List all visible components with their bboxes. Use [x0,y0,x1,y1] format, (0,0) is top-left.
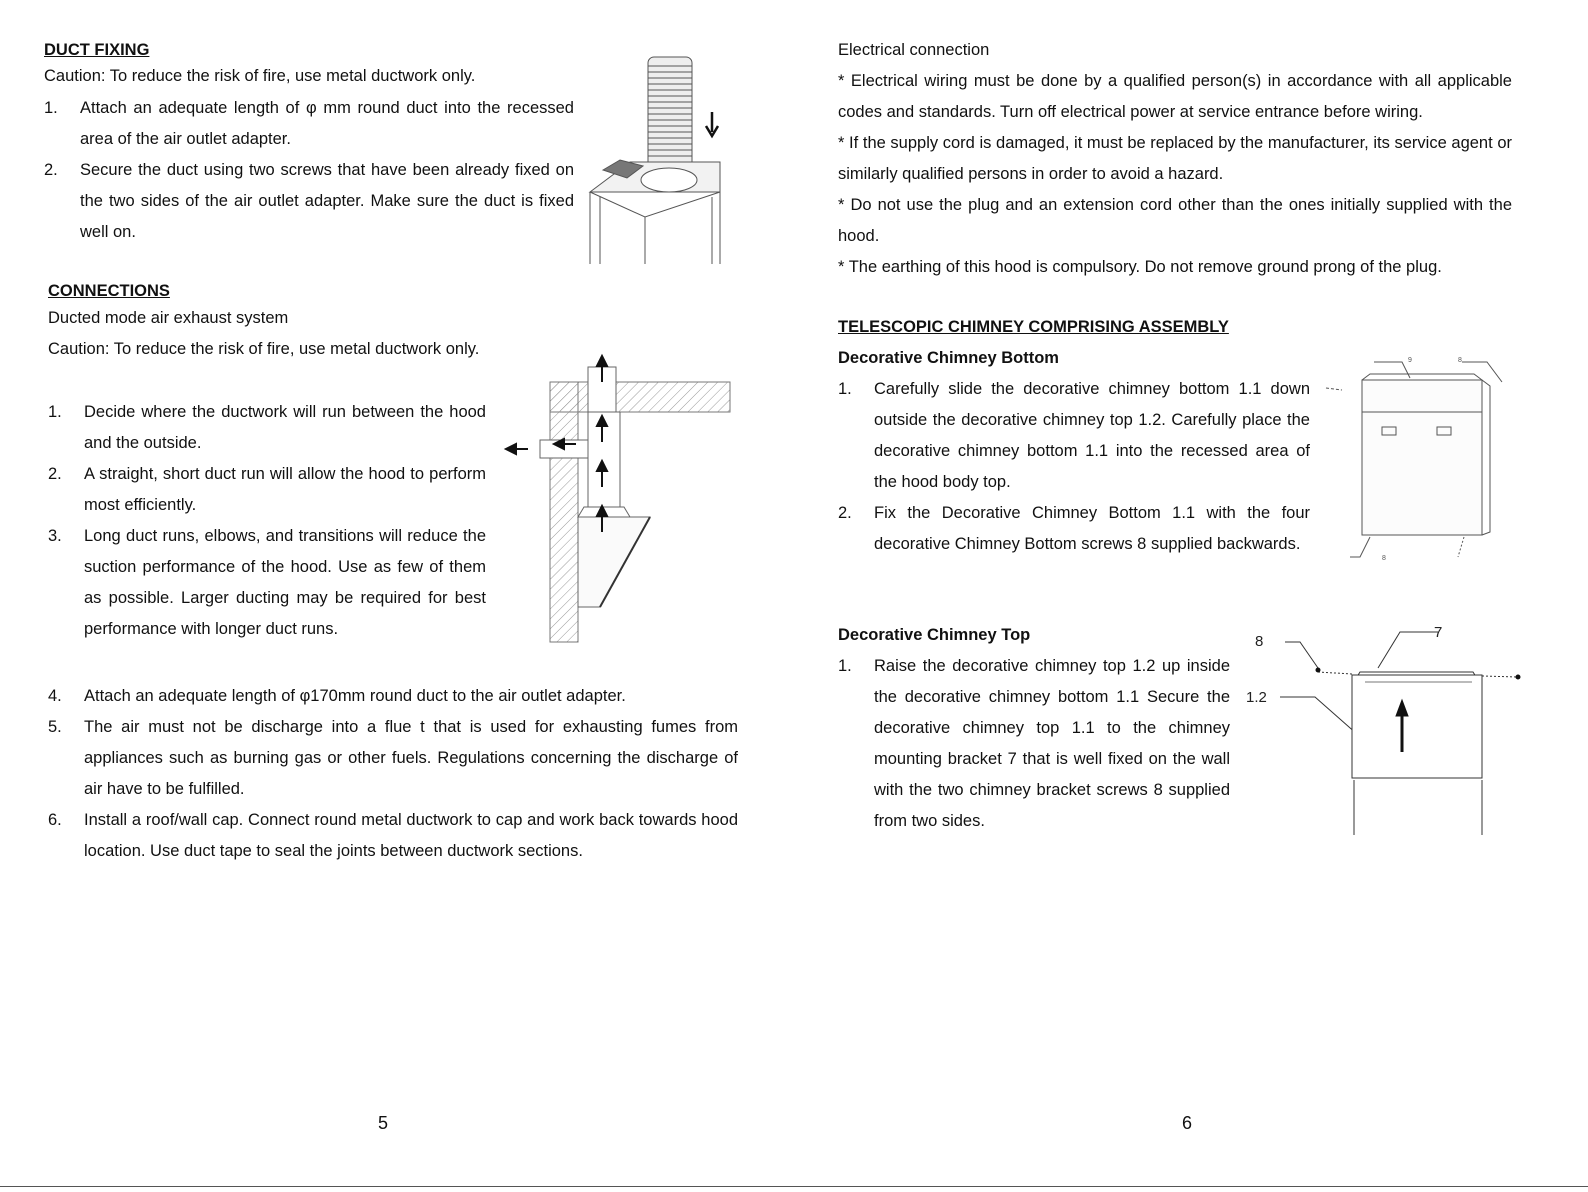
list-item: 1. Decide where the ductwork will run between the hood and the outside. [48,403,486,452]
page-number-left: 5 [378,1113,389,1133]
paragraph: * Electrical wiring must be done by a qualified person(s) in accordance with all applicable codes and standards. Turn off electrical power at service entrance before wiring. [838,72,1512,121]
duct-fixing-figure [585,52,725,267]
chimney-top-list [838,651,1230,837]
list-item: 2. Fix the Decorative Chimney Bottom 1.1 with the four decorative Chimney Bottom screws 8 supplied backwards. [838,504,1310,553]
list-item: 2. Secure the duct using two screws that have been already fixed on the two sides of the air outlet adapter. Make sure the duct is fixed well on. [44,161,574,241]
figure-label: 9 [1408,357,1412,364]
page-number-right: 6 [1182,1113,1193,1133]
duct-fixing-title: DUCT FIXING [44,41,150,59]
down-arrow-icon [706,112,718,136]
connections-title: CONNECTIONS [48,282,170,300]
chimney-top-title: Decorative Chimney Top [838,626,1031,644]
list-item: 1. Carefully slide the decorative chimney bottom 1.1 down outside the decorative chimney top 1.2. Carefully place the decorative chimney bottom 1.1 into the recessed area of the hood body top. [838,380,1310,491]
figure-label: 8 [1255,633,1264,650]
list-item: 1. Raise the decorative chimney top 1.2 up inside the decorative chimney bottom 1.1 Secure the decorative chimney top 1.1 to the chimney mounting bracket 7 that is well fixed on the wall with the two chimney bracket screws 8 supplied from two sides. [838,657,1230,830]
figure-label: 1.2 [1246,689,1267,706]
electrical-paras [838,66,1512,283]
duct-fixing-list [44,93,574,248]
figure-label: 7 [1434,624,1443,641]
connections-caution: Caution: To reduce the risk of fire, use metal ductwork only. [48,340,480,358]
ducted-mode-figure [500,352,735,647]
paragraph: * If the supply cord is damaged, it must be replaced by the manufacturer, its service agent or similarly qualified persons in order to avoid a hazard. [838,134,1512,183]
telescopic-title: TELESCOPIC CHIMNEY COMPRISING ASSEMBLY [838,318,1229,336]
list-item: 4. Attach an adequate length of φ170mm round duct to the air outlet adapter. [48,687,626,705]
paragraph: * Do not use the plug and an extension cord other than the ones initially supplied with the hood. [838,196,1512,245]
electrical-title: Electrical connection [838,41,990,59]
list-item: 1. Attach an adequate length of φ mm round duct into the recessed area of the air outlet adapter. [44,99,574,148]
duct-fixing-caution: Caution: To reduce the risk of fire, use metal ductwork only. [44,67,476,85]
list-item: 5. The air must not be discharge into a flue t that is used for exhausting fumes from appliances such as burning gas or other fuels. Regulations concerning the discharge of air have to be fulfilled. [48,718,738,798]
page-bottom-border [0,1186,1588,1187]
connections-list-narrow [48,397,486,645]
flexible-duct [648,57,692,175]
chimney-bottom-title: Decorative Chimney Bottom [838,349,1059,367]
connections-subtitle: Ducted mode air exhaust system [48,309,289,327]
chimney-bottom-figure [1322,352,1512,567]
figure-label: 8 [1458,357,1462,364]
chimney-bottom-list [838,374,1310,560]
figure-label: 8 [1382,555,1386,562]
list-item: 3. Long duct runs, elbows, and transitions will reduce the suction performance of the hood. Use as few of them as possible. Larger ducting may be required for best performance with longer duct runs. [48,527,486,638]
list-item: 2. A straight, short duct run will allow the hood to perform most efficiently. [48,465,486,514]
paragraph: * The earthing of this hood is compulsory. Do not remove ground prong of the plug. [838,258,1442,276]
chimney-top-figure [1240,620,1525,840]
list-item: 6. Install a roof/wall cap. Connect round metal ductwork to cap and work back towards hood location. Use duct tape to seal the joints between ductwork sections. [48,811,738,860]
connections-list-wide [48,681,738,867]
